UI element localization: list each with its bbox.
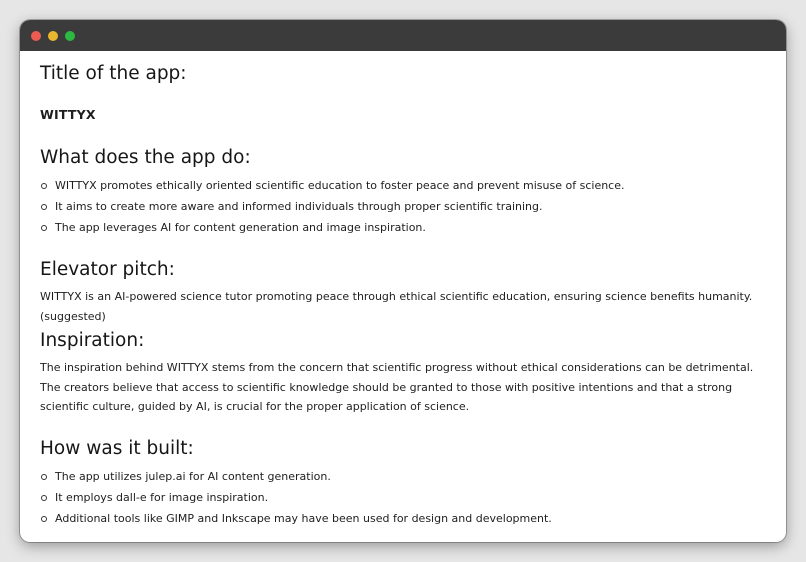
what-heading: What does the app do: [40,147,251,168]
list-item: The app leverages AI for content generation and image inspiration. [40,217,766,238]
list-item: It aims to create more aware and informed individuals through proper scientific training. [40,196,766,217]
list-item: WITTYX promotes ethically oriented scientific education to foster peace and prevent misuse of science. [40,175,766,196]
minimize-window-button[interactable] [48,31,58,41]
inspiration-heading: Inspiration: [40,330,145,351]
inspiration-text: The inspiration behind WITTYX stems from the concern that scientific progress without ethical considerations can be detrimental. The creators believe that access to scientific knowledge should be granted to those with positive intentions and that a strong scientific culture, guided by AI, is crucial for the proper application of science. [40,361,754,413]
built-heading: How was it built: [40,438,194,459]
what-list [40,175,766,238]
window-titlebar [20,20,786,51]
pitch-text: WITTYX is an AI-powered science tutor promoting peace through ethical scientific education, ensuring science benefits humanity. (suggested) [40,290,753,323]
browser-window [20,20,786,542]
list-item: It employs dall-e for image inspiration. [40,487,766,508]
list-item: The app utilizes julep.ai for AI content generation. [40,466,766,487]
built-list [40,466,766,529]
pitch-heading: Elevator pitch: [40,259,175,280]
list-item: Additional tools like GIMP and Inkscape may have been used for design and development. [40,508,766,529]
close-window-button[interactable] [31,31,41,41]
maximize-window-button[interactable] [65,31,75,41]
app-name: WITTYX [40,107,96,122]
title-heading: Title of the app: [40,63,187,84]
